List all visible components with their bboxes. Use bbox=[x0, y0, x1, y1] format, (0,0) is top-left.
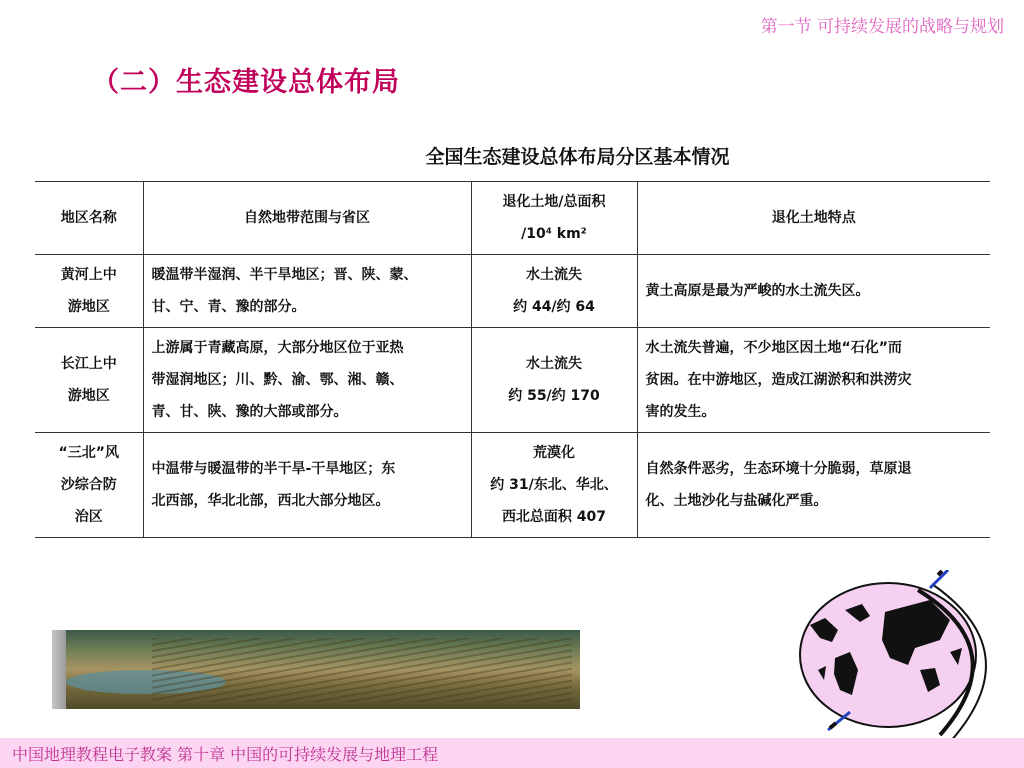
zone-table bbox=[35, 181, 990, 538]
table-row bbox=[35, 255, 990, 328]
table-header-row bbox=[35, 182, 990, 255]
footer-text: 中国地理教程电子教案 第十章 中国的可持续发展与地理工程 bbox=[12, 745, 439, 764]
zone-cell: 上游属于青藏高原，大部分地区位于亚热 带湿润地区；川、黔、渝、鄂、湘、赣、 青、甘、陕、豫的大部或部分。 bbox=[143, 328, 471, 433]
section-header: 第一节 可持续发展的战略与规划 bbox=[760, 17, 1004, 37]
area-cell: 荒漠化 约 31/东北、华北、 西北总面积 407 bbox=[471, 433, 637, 538]
header-cell: 退化土地特点 bbox=[637, 182, 990, 255]
header-cell: 自然地带范围与省区 bbox=[143, 182, 471, 255]
photo-edge bbox=[52, 630, 66, 709]
table-title: 全国生态建设总体布局分区基本情况 bbox=[425, 146, 730, 168]
region-cell: 黄河上中 游地区 bbox=[35, 255, 143, 328]
feature-cell: 水土流失普遍，不少地区因土地“石化”而 贫困。在中游地区，造成江湖淤积和洪涝灾 害的发生。 bbox=[637, 328, 990, 433]
region-cell: 长江上中 游地区 bbox=[35, 328, 143, 433]
area-cell: 水土流失 约 55/约 170 bbox=[471, 328, 637, 433]
table-row bbox=[35, 328, 990, 433]
terraced-hills-photo bbox=[52, 630, 580, 709]
header-cell: 地区名称 bbox=[35, 182, 143, 255]
footer-bar bbox=[0, 738, 1024, 768]
feature-cell: 黄土高原是最为严峻的水土流失区。 bbox=[637, 255, 990, 328]
zone-cell: 中温带与暖温带的半干旱-干旱地区；东 北西部，华北北部，西北大部分地区。 bbox=[143, 433, 471, 538]
header-cell: 退化土地/总面积 /10⁴ km² bbox=[471, 182, 637, 255]
table-image bbox=[30, 130, 995, 548]
photo-terraces bbox=[152, 638, 572, 702]
region-cell: “三北”风 沙综合防 治区 bbox=[35, 433, 143, 538]
zone-cell: 暖温带半湿润、半干旱地区；晋、陕、蒙、 甘、宁、青、豫的部分。 bbox=[143, 255, 471, 328]
area-cell: 水土流失 约 44/约 64 bbox=[471, 255, 637, 328]
table-row bbox=[35, 433, 990, 538]
slide-title: （二）生态建设总体布局 bbox=[92, 67, 400, 98]
feature-cell: 自然条件恶劣，生态环境十分脆弱，草原退 化、土地沙化与盐碱化严重。 bbox=[637, 433, 990, 538]
globe-icon bbox=[790, 570, 1010, 745]
